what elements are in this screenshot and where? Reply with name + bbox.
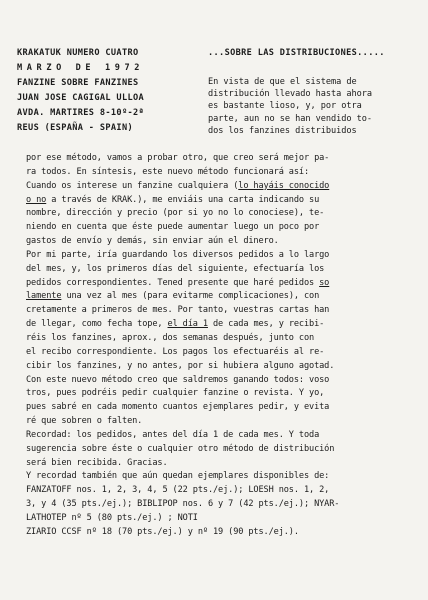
body-line: FANZATOFF nos. 1, 2, 3, 4, 5 (22 pts./ej.); LOESH nos. 1, 2, [26,485,330,496]
body-line: el recibo correspondiente. Los pagos los efectuaréis al re- [26,346,325,357]
underlined-text: el día 1 [167,319,208,330]
body-line: cibir los fanzines, y no antes, por si hubiera alguno agotad. [26,360,335,371]
body-line: tros, pues podréis pedir cualquier fanzine o revista. Y yo, [26,388,325,399]
body-line: Por mi parte, iría guardando los diversos pedidos a lo largo [26,249,330,260]
body-line: ZIARIO CCSF nº 18 (70 pts./ej.) y nº 19 (90 pts./ej.). [26,526,299,537]
body-line: Y recordad también que aún quedan ejemplares disponibles de: [26,471,330,482]
body-text-run: pedidos correspondientes. Tened presente que haré pedidos [26,277,320,288]
body-line: Recordad: los pedidos, antes del día 1 de cada mes. Y toda [26,429,320,440]
masthead-address-city: REUS (ESPAÑA - SPAIN) [17,123,134,133]
intro-line: parte, aun no se han vendido to- [208,113,372,124]
body-line: 3, y 4 (35 pts./ej.); BIBLIPOP nos. 6 y 7 (42 pts./ej.); NYAR- [26,499,340,510]
intro-line: es bastante lioso, y, por otra [208,101,362,112]
body-text-run: de cada mes, y recibi- [207,319,325,330]
intro-line: En vista de que el sistema de [208,77,357,87]
masthead [17,46,144,136]
masthead-address-street: AVDA. MARTIRES 8-10º-2ª [17,108,145,118]
intro-line: distribución llevado hasta ahora [208,89,372,100]
underlined-text: lamente [26,291,62,302]
masthead-editor: JUAN JOSE CAGIGAL ULLOA [17,93,145,103]
article-body [26,152,424,540]
body-line: niendo en cuenta que éste puede aumentar luego un poco por [26,222,320,233]
body-line [26,318,424,332]
masthead-issue: KRAKATUK NUMERO CUATRO [17,48,139,58]
body-line: por ese método, vamos a probar otro, que creo será mejor pa- [26,153,330,163]
body-line: del mes, y, los primeros días del siguiente, efectuaría los [26,263,325,274]
body-text-run: de llegar, como fecha tope, [26,319,168,330]
body-line: Con este nuevo método creo que saldremos ganando todos: voso [26,374,330,385]
masthead-subtitle: FANZINE SOBRE FANZINES [17,78,139,88]
underlined-text: o no [26,194,47,205]
article-title: ...SOBRE LAS DISTRIBUCIONES..... [208,48,385,58]
body-line: cretamente a primeros de mes. Por tanto, vuestras cartas han [26,305,330,316]
body-line: será bien recibida. Gracias. [26,457,168,468]
body-line: nombre, dirección y precio (por si yo no lo conociese), te- [26,208,325,219]
body-text-run: una vez al mes (para evitarme complicaciones), con [61,291,320,302]
body-line: sugerencia sobre éste o cualquier otro método de distribución [26,443,335,454]
body-line: pues sabré en cada momento cuantos ejemplares pedir, y evita [26,402,330,413]
body-line [26,277,424,291]
underlined-text: so [319,277,330,288]
body-line [26,194,424,208]
body-line: LATHOTEP nº 5 (80 pts./ej.) ; NOTI [26,512,198,523]
body-line: ré que sobren o falten. [26,416,143,427]
intro-line: dos los fanzines distribuidos [208,125,357,136]
body-line: gastos de envío y demás, sin enviar aún el dinero. [26,236,279,247]
body-line: ra todos. En síntesis, este nuevo método funcionará así: [26,166,310,177]
underlined-text: lo hayáis conocido [238,180,330,191]
body-text-run: Cuando os interese un fanzine cualquiera ( [26,180,239,191]
body-text-run: a través de KRAK.), me enviáis una carta indicando su [46,194,320,205]
body-line: réis los fanzines, aprox., dos semanas después, junto con [26,332,315,343]
body-line [26,290,424,304]
article-header [208,46,422,137]
masthead-date: MARZO DE 1972 [17,63,145,73]
body-line [26,180,424,194]
